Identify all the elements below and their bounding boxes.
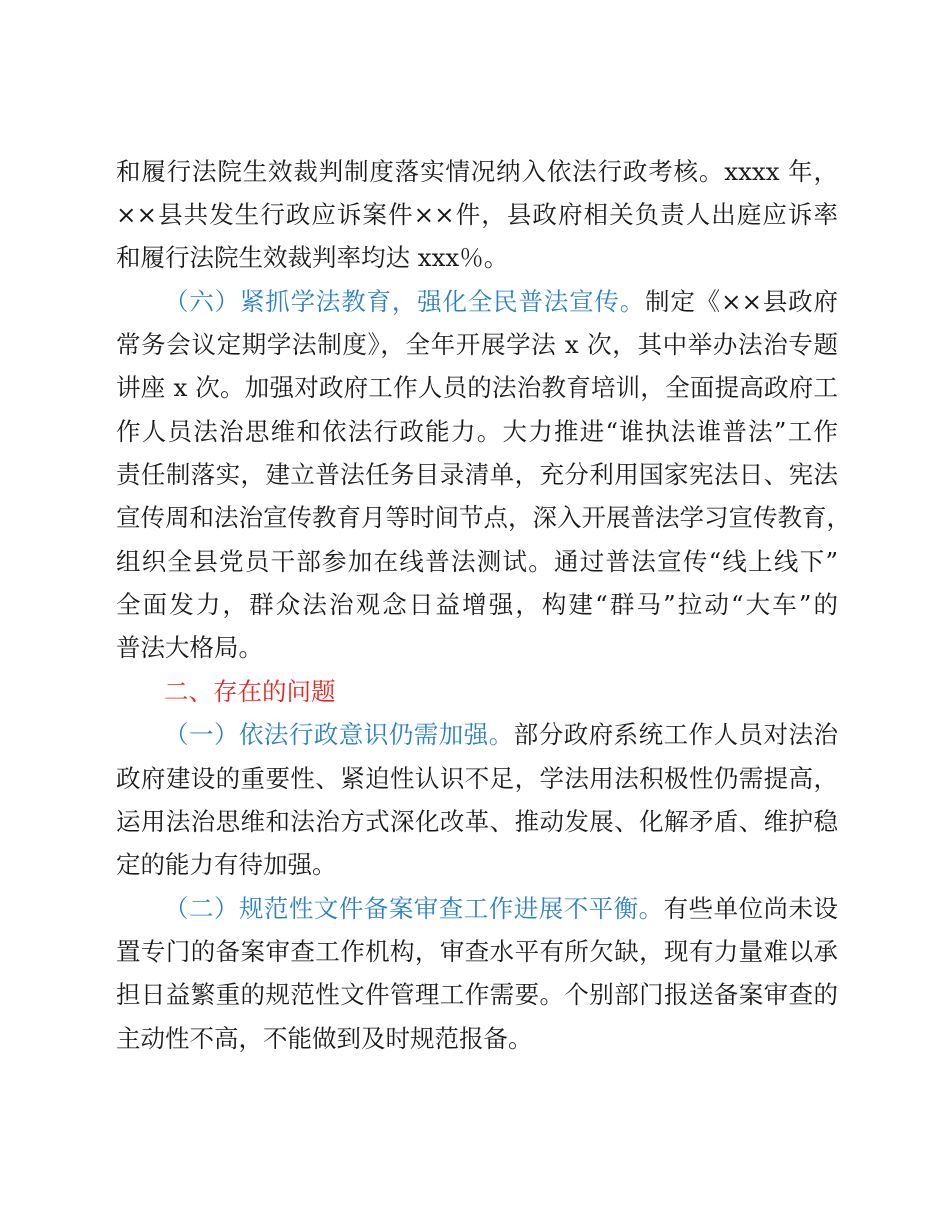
text-line: 普法大格局。	[116, 633, 263, 662]
subheading-two: （二）规范性文件备案审查工作进展不平衡。	[164, 894, 664, 923]
text-line: 置专门的备案审查工作机构，审查水平有所欠缺，现有力量难以承	[116, 937, 838, 966]
text-line: 担日益繁重的规范性文件管理工作需要。个别部门报送备案审查的	[116, 980, 838, 1009]
paragraph-first-line	[164, 713, 838, 757]
text-line: 责任制落实，建立普法任务目录清单，充分利用国家宪法日、宪法	[116, 460, 838, 489]
text-line: 宣传周和法治宣传教育月等时间节点，深入开展普法学习宣传教育，	[116, 503, 851, 532]
subheading-one: （一）依法行政意识仍需加强。	[164, 720, 514, 749]
text-line: 和履行法院生效裁判制度落实情况纳入依法行政考核。xxxx 年，	[116, 157, 838, 186]
text-run: 制定《××县政府	[645, 287, 838, 316]
text-line: 作人员法治思维和依法行政能力。大力推进“谁执法谁普法”工作	[116, 417, 838, 446]
text-line: ××县共发生行政应诉案件××件，县政府相关负责人出庭应诉率	[116, 200, 838, 229]
paragraph-first-line	[164, 280, 838, 324]
text-line: 和履行法院生效裁判率均达 xxx％。	[116, 243, 509, 272]
section-heading: 二、存在的问题	[164, 677, 336, 706]
text-run: 部分政府系统工作人员对法治	[513, 720, 839, 749]
subheading-six: （六）紧抓学法教育，强化全民普法宣传。	[164, 287, 646, 316]
text-line: 组织全县党员干部参加在线普法测试。通过普法宣传“线上线下”	[116, 547, 838, 576]
text-line: 运用法治思维和法治方式深化改革、推动发展、化解矛盾、维护稳	[116, 807, 838, 836]
text-line: 定的能力有待加强。	[116, 850, 337, 879]
text-run: 有些单位尚未设	[663, 894, 839, 923]
text-line: 讲座 x 次。加强对政府工作人员的法治教育培训，全面提高政府工	[116, 373, 838, 402]
text-line: 主动性不高，不能做到及时规范报备。	[116, 1024, 533, 1053]
text-line: 政府建设的重要性、紧迫性认识不足，学法用法积极性仍需提高，	[116, 764, 838, 793]
paragraph-first-line	[164, 887, 838, 931]
text-line: 全面发力，群众法治观念日益增强，构建“群马”拉动“大车”的	[116, 590, 838, 619]
text-line: 常务会议定期学法制度》，全年开展学法 x 次，其中举办法治专题	[116, 330, 838, 359]
